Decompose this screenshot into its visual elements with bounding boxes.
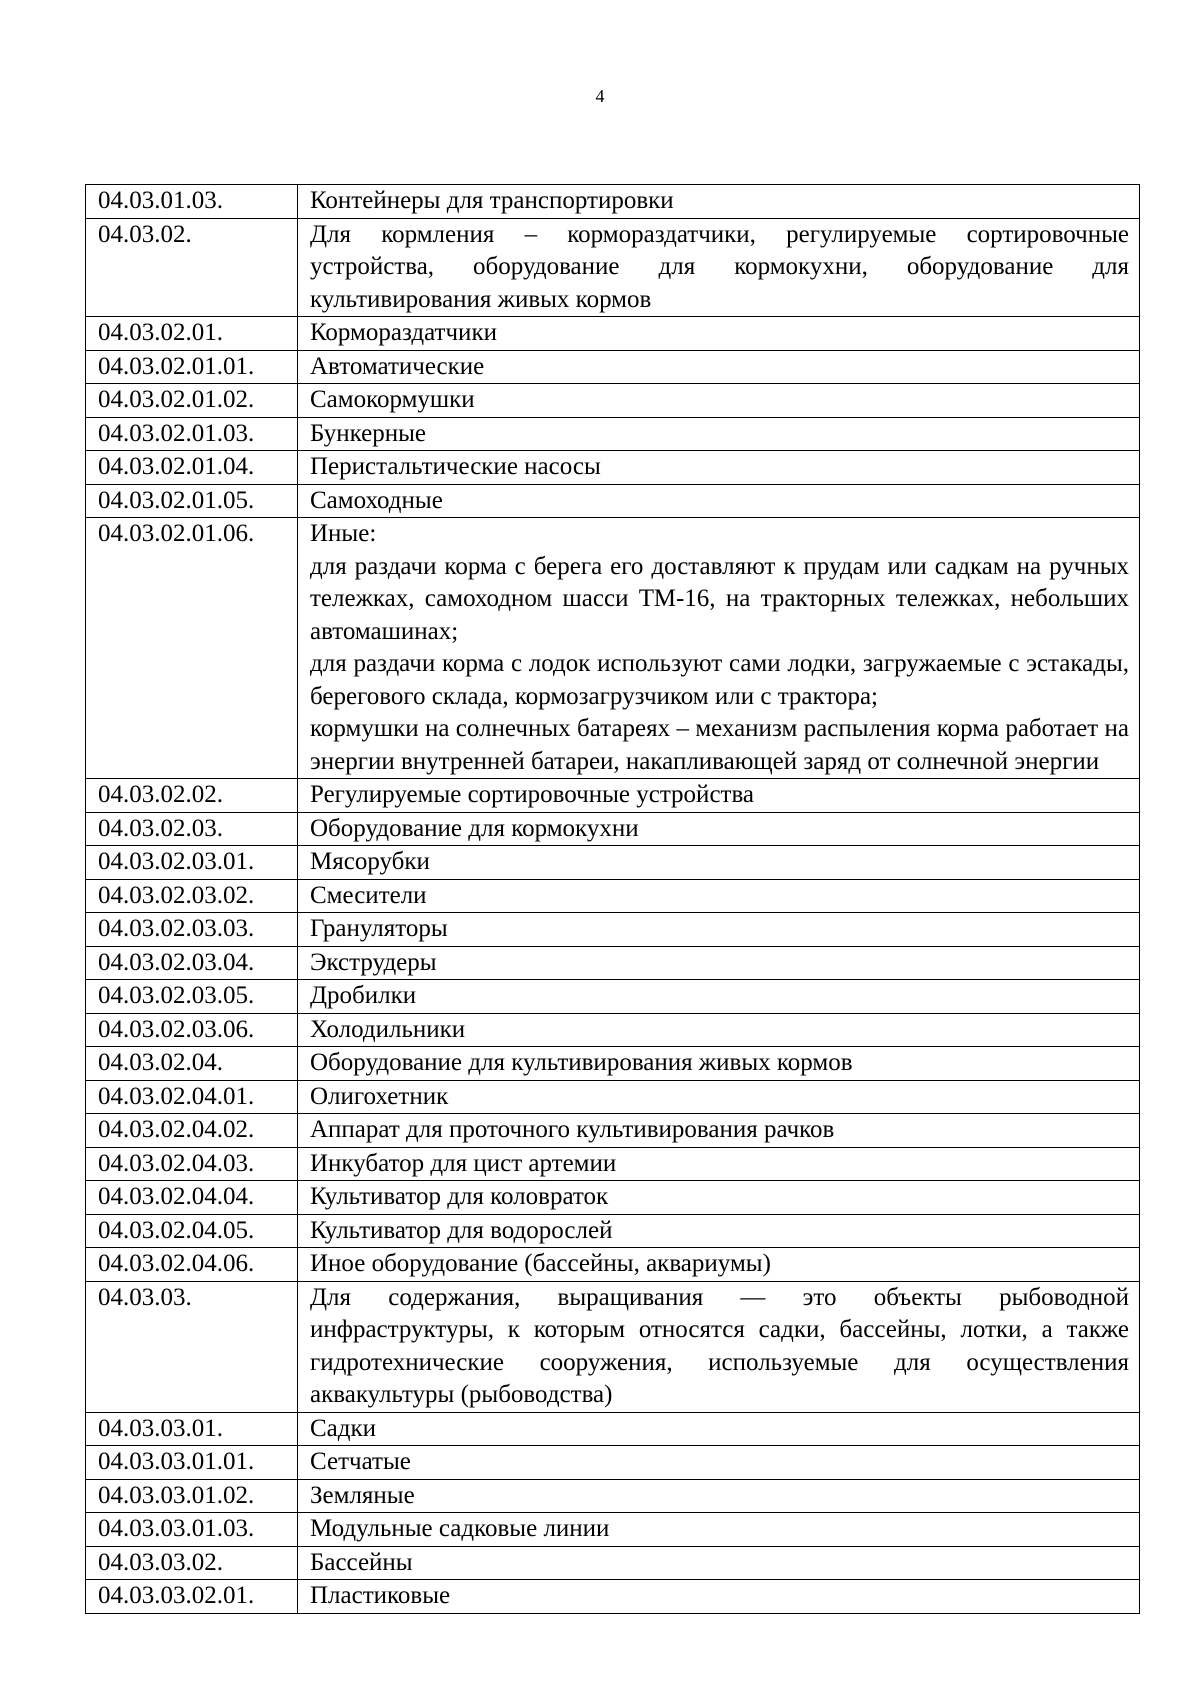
description-paragraph: Аппарат для проточного культивирования рачков bbox=[310, 1116, 835, 1143]
row-description bbox=[298, 1080, 1140, 1114]
row-code: 04.03.03.02. bbox=[86, 1546, 298, 1580]
description-paragraph: Для кормления – кормораздатчики, регулируемые сортировочные устройства, оборудование для кормокухни, оборудование для культивирования живых кормов bbox=[310, 220, 1129, 313]
table-row bbox=[86, 1214, 1140, 1248]
row-code: 04.03.02.04.06. bbox=[86, 1248, 298, 1282]
table-row bbox=[86, 218, 1140, 317]
table-row bbox=[86, 1080, 1140, 1114]
table-row bbox=[86, 846, 1140, 880]
description-paragraph: Грануляторы bbox=[310, 915, 448, 942]
description-paragraph: Самоходные bbox=[310, 486, 443, 514]
table-row bbox=[86, 1412, 1140, 1446]
row-code: 04.03.02.03.03. bbox=[86, 913, 298, 947]
table-row bbox=[86, 417, 1140, 451]
description-paragraph: Культиватор для коловраток bbox=[310, 1183, 609, 1210]
row-description bbox=[298, 812, 1140, 846]
row-description bbox=[298, 1248, 1140, 1282]
description-paragraph: Мясорубки bbox=[310, 848, 430, 875]
row-code: 04.03.03.01.03. bbox=[86, 1513, 298, 1547]
row-code: 04.03.02.01.02. bbox=[86, 384, 298, 418]
table-row bbox=[86, 1513, 1140, 1547]
row-code: 04.03.02. bbox=[86, 218, 298, 317]
row-code: 04.03.02.01.05. bbox=[86, 484, 298, 518]
row-description bbox=[298, 1147, 1140, 1181]
row-description bbox=[298, 350, 1140, 384]
row-code: 04.03.03.01.01. bbox=[86, 1446, 298, 1480]
table-row bbox=[86, 1281, 1140, 1412]
row-description bbox=[298, 417, 1140, 451]
table-row bbox=[86, 1114, 1140, 1148]
page-number: 4 bbox=[595, 86, 605, 106]
description-paragraph: Дробилки bbox=[310, 982, 417, 1009]
row-code: 04.03.02.04.04. bbox=[86, 1181, 298, 1215]
row-code: 04.03.03.02.01. bbox=[86, 1580, 298, 1614]
table-row bbox=[86, 451, 1140, 485]
description-paragraph: Модульные садковые линии bbox=[310, 1515, 610, 1542]
table-row bbox=[86, 1446, 1140, 1480]
row-code: 04.03.02.01.01. bbox=[86, 350, 298, 384]
table-row bbox=[86, 484, 1140, 518]
description-paragraph: Для содержания, выращивания — это объекты рыбоводной инфраструктуры, к которым относятся садки, бассейны, лотки, а также гидротехнические сооружения, используемые для осуществления аквакультуры (рыбоводства) bbox=[310, 1283, 1129, 1408]
table-row bbox=[86, 384, 1140, 418]
description-paragraph: Пластиковые bbox=[310, 1582, 451, 1609]
description-paragraph: Садки bbox=[310, 1414, 377, 1442]
row-description bbox=[298, 946, 1140, 980]
row-description bbox=[298, 1446, 1140, 1480]
description-paragraph: Сетчатые bbox=[310, 1448, 411, 1475]
description-paragraph: для раздачи корма с лодок используют сами лодки, загружаемые с эстакады, берегового склада, кормозагрузчиком или с трактора; bbox=[310, 650, 1129, 710]
description-paragraph: кормушки на солнечных батареях – механизм распыления корма работает на энергии внутренней батареи, накапливающей заряд от солнечной энергии bbox=[310, 715, 1129, 775]
description-paragraph: Перистальтические насосы bbox=[310, 453, 601, 480]
description-paragraph: Оборудование для культивирования живых кормов bbox=[310, 1049, 853, 1076]
table-row bbox=[86, 350, 1140, 384]
row-description bbox=[298, 1214, 1140, 1248]
row-description bbox=[298, 1047, 1140, 1081]
row-description bbox=[298, 484, 1140, 518]
description-paragraph: Иное оборудование (бассейны, аквариумы) bbox=[310, 1250, 771, 1277]
description-paragraph: Контейнеры для транспортировки bbox=[310, 187, 674, 214]
row-code: 04.03.02.03.05. bbox=[86, 980, 298, 1014]
table-row bbox=[86, 1181, 1140, 1215]
row-code: 04.03.02.04. bbox=[86, 1047, 298, 1081]
description-paragraph: Бункерные bbox=[310, 419, 427, 447]
table-row bbox=[86, 812, 1140, 846]
row-code: 04.03.03. bbox=[86, 1281, 298, 1412]
table-row bbox=[86, 913, 1140, 947]
row-code: 04.03.02.03.06. bbox=[86, 1013, 298, 1047]
table-row bbox=[86, 1479, 1140, 1513]
row-description bbox=[298, 317, 1140, 351]
row-description bbox=[298, 518, 1140, 779]
description-paragraph: Смесители bbox=[310, 881, 427, 909]
row-description bbox=[298, 1114, 1140, 1148]
description-paragraph: Олигохетник bbox=[310, 1082, 449, 1110]
classification-table bbox=[85, 184, 1140, 1614]
table-body bbox=[86, 185, 1140, 1614]
row-description bbox=[298, 779, 1140, 813]
table-row bbox=[86, 946, 1140, 980]
description-paragraph: Инкубатор для цист артемии bbox=[310, 1149, 617, 1177]
description-paragraph: Культиватор для водорослей bbox=[310, 1216, 613, 1244]
row-code: 04.03.02.01.03. bbox=[86, 417, 298, 451]
description-paragraph: Автоматические bbox=[310, 352, 485, 380]
row-description bbox=[298, 846, 1140, 880]
row-description bbox=[298, 1479, 1140, 1513]
row-description bbox=[298, 1181, 1140, 1215]
row-description bbox=[298, 1281, 1140, 1412]
row-code: 04.03.03.01. bbox=[86, 1412, 298, 1446]
table-row bbox=[86, 185, 1140, 219]
row-description bbox=[298, 980, 1140, 1014]
row-description bbox=[298, 218, 1140, 317]
row-description bbox=[298, 879, 1140, 913]
table-row bbox=[86, 518, 1140, 779]
row-code: 04.03.02.04.01. bbox=[86, 1080, 298, 1114]
row-description bbox=[298, 384, 1140, 418]
row-code: 04.03.02.04.02. bbox=[86, 1114, 298, 1148]
row-description bbox=[298, 185, 1140, 219]
table-row bbox=[86, 1248, 1140, 1282]
description-paragraph: Холодильники bbox=[310, 1015, 466, 1043]
description-paragraph: Оборудование для кормокухни bbox=[310, 814, 639, 842]
description-paragraph: Экструдеры bbox=[310, 948, 437, 976]
description-paragraph: Самокормушки bbox=[310, 386, 475, 413]
row-code: 04.03.03.01.02. bbox=[86, 1479, 298, 1513]
row-code: 04.03.02.02. bbox=[86, 779, 298, 813]
description-paragraph: Земляные bbox=[310, 1481, 415, 1509]
row-code: 04.03.02.01. bbox=[86, 317, 298, 351]
description-paragraph: Кормораздатчики bbox=[310, 319, 497, 346]
row-description bbox=[298, 1412, 1140, 1446]
row-description bbox=[298, 1546, 1140, 1580]
row-description bbox=[298, 1513, 1140, 1547]
row-code: 04.03.02.03.04. bbox=[86, 946, 298, 980]
row-code: 04.03.02.03. bbox=[86, 812, 298, 846]
table-row bbox=[86, 1546, 1140, 1580]
row-code: 04.03.02.04.03. bbox=[86, 1147, 298, 1181]
table-row bbox=[86, 1013, 1140, 1047]
table-row bbox=[86, 1580, 1140, 1614]
row-description bbox=[298, 913, 1140, 947]
row-description bbox=[298, 451, 1140, 485]
row-code: 04.03.02.01.04. bbox=[86, 451, 298, 485]
description-paragraph: для раздачи корма с берега его доставляют к прудам или садкам на ручных тележках, самоходном шасси ТМ-16, на тракторных тележках, небольших автомашинах; bbox=[310, 552, 1129, 645]
row-code: 04.03.02.03.02. bbox=[86, 879, 298, 913]
table-row bbox=[86, 779, 1140, 813]
description-paragraph: Бассейны bbox=[310, 1548, 413, 1576]
row-description bbox=[298, 1013, 1140, 1047]
row-code: 04.03.01.03. bbox=[86, 185, 298, 219]
row-description bbox=[298, 1580, 1140, 1614]
table-row bbox=[86, 1047, 1140, 1081]
row-code: 04.03.02.03.01. bbox=[86, 846, 298, 880]
description-paragraph: Регулируемые сортировочные устройства bbox=[310, 781, 755, 808]
row-code: 04.03.02.01.06. bbox=[86, 518, 298, 779]
table-row bbox=[86, 1147, 1140, 1181]
row-code: 04.03.02.04.05. bbox=[86, 1214, 298, 1248]
table-row bbox=[86, 980, 1140, 1014]
table-row bbox=[86, 317, 1140, 351]
description-paragraph: Иные: bbox=[310, 520, 377, 547]
table-row bbox=[86, 879, 1140, 913]
